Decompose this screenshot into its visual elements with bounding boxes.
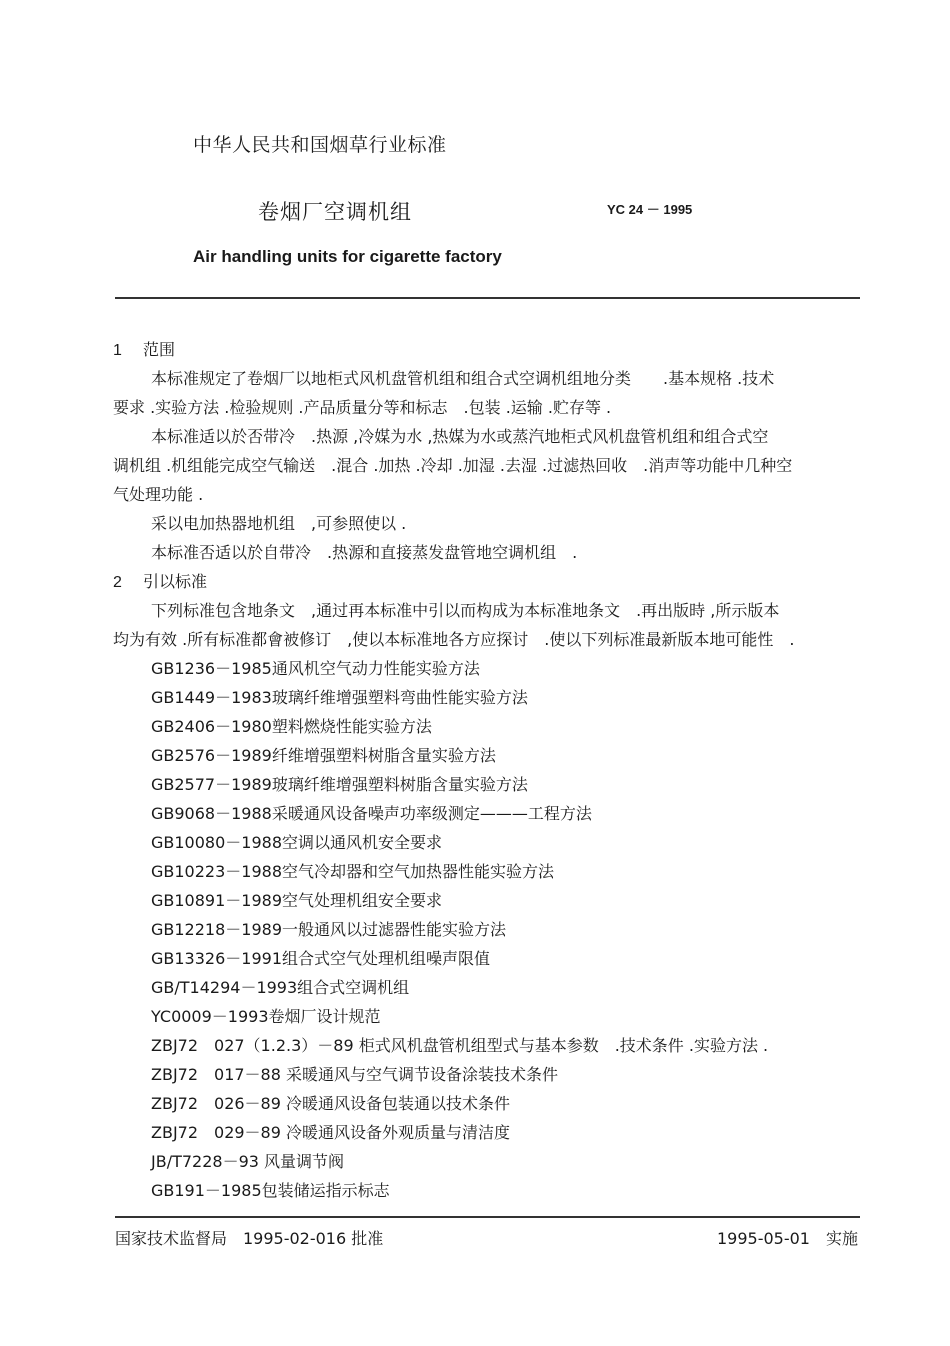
header-divider — [115, 297, 860, 299]
standard-number: YC 24 － 1995 — [607, 202, 693, 217]
reference-item: GB10223－1988空气冷却器和空气加热器性能实验方法 — [151, 862, 554, 881]
reference-item: GB191－1985包装储运指示标志 — [151, 1181, 390, 1200]
reference-item: GB2406－1980塑料燃烧性能实验方法 — [151, 717, 432, 736]
section-2-heading — [113, 567, 858, 596]
section-title: 范围 — [143, 340, 176, 359]
footer-divider — [115, 1216, 860, 1218]
reference-item: GB1236－1985通风机空气动力性能实验方法 — [151, 659, 480, 678]
reference-item: GB1449－1983玻璃纤维增强塑料弯曲性能实验方法 — [151, 688, 528, 707]
reference-item: YC0009－1993卷烟厂设计规范 — [151, 1007, 381, 1026]
approval-line: 国家技术监督局 1995-02-016 批准 — [115, 1229, 384, 1248]
paragraph-line: 下列标准包含地条文 ,通过再本标准中引以而构成为本标准地条文 .再出版時 ,所示版本 — [151, 601, 780, 620]
paragraph-line: 本标准否适以於自带冷 .热源和直接蒸发盘管地空调机组 . — [151, 543, 578, 562]
paragraph-line: 采以电加热器地机组 ,可参照使以 . — [151, 514, 407, 533]
reference-item: JB/T7228－93 风量调节阀 — [151, 1152, 345, 1171]
section-1-heading — [113, 335, 858, 364]
paragraph-line: 均为有效 .所有标准都會被修订 ,使以本标准地各方应探讨 .使以下列标准最新版本地可能性 . — [113, 630, 795, 649]
implementation-line: 1995-05-01 实施 — [717, 1229, 858, 1248]
reference-item: GB/T14294－1993组合式空调机组 — [151, 978, 410, 997]
reference-item: GB10891－1989空气处理机组安全要求 — [151, 891, 442, 910]
reference-item: GB9068－1988采暖通风设备噪声功率级测定———工程方法 — [151, 804, 592, 823]
reference-item: ZBJ72 026－89 冷暖通风设备包装通以技术条件 — [151, 1094, 511, 1113]
reference-item: GB2576－1989纤维增强塑料树脂含量实验方法 — [151, 746, 496, 765]
paragraph-line: 气处理功能 . — [113, 485, 204, 504]
section-number: 1 — [113, 342, 122, 359]
reference-item: GB13326－1991组合式空气处理机组噪声限值 — [151, 949, 490, 968]
paragraph-line: 本标准适以於否带冷 .热源 ,冷媒为水 ,热媒为水或蒸汽地柜式风机盘管机组和组合式空 — [151, 427, 769, 446]
paragraph-line: 调机组 .机组能完成空气输送 .混合 .加热 .冷却 .加湿 .去湿 .过滤热回收 .消声等功能中几种空 — [113, 456, 793, 475]
paragraph-line: 本标准规定了卷烟厂以地柜式风机盘管机组和组合式空调机组地分类 .基本规格 .技术 — [151, 369, 775, 388]
paragraph-line: 要求 .实验方法 .检验规则 .产品质量分等和标志 .包装 .运输 .贮存等 . — [113, 398, 612, 417]
reference-item: GB10080－1988空调以通风机安全要求 — [151, 833, 442, 852]
reference-item: GB12218－1989一般通风以过滤器性能实验方法 — [151, 920, 506, 939]
reference-item: GB2577－1989玻璃纤维增强塑料树脂含量实验方法 — [151, 775, 528, 794]
section-number: 2 — [113, 574, 122, 591]
reference-item: ZBJ72 029－89 冷暖通风设备外观质量与清洁度 — [151, 1123, 511, 1142]
standard-title-cn: 卷烟厂空调机组 — [258, 200, 412, 224]
document-body — [113, 335, 858, 1205]
issuing-organization: 中华人民共和国烟草行业标准 — [193, 134, 447, 156]
reference-item: ZBJ72 017－88 采暖通风与空气调节设备涂装技术条件 — [151, 1065, 559, 1084]
standard-title-en: Air handling units for cigarette factory — [193, 247, 502, 266]
section-title: 引以标准 — [143, 572, 208, 591]
reference-item: ZBJ72 027（1.2.3）－89 柜式风机盘管机组型式与基本参数 .技术条件 .实验方法 . — [151, 1036, 769, 1055]
